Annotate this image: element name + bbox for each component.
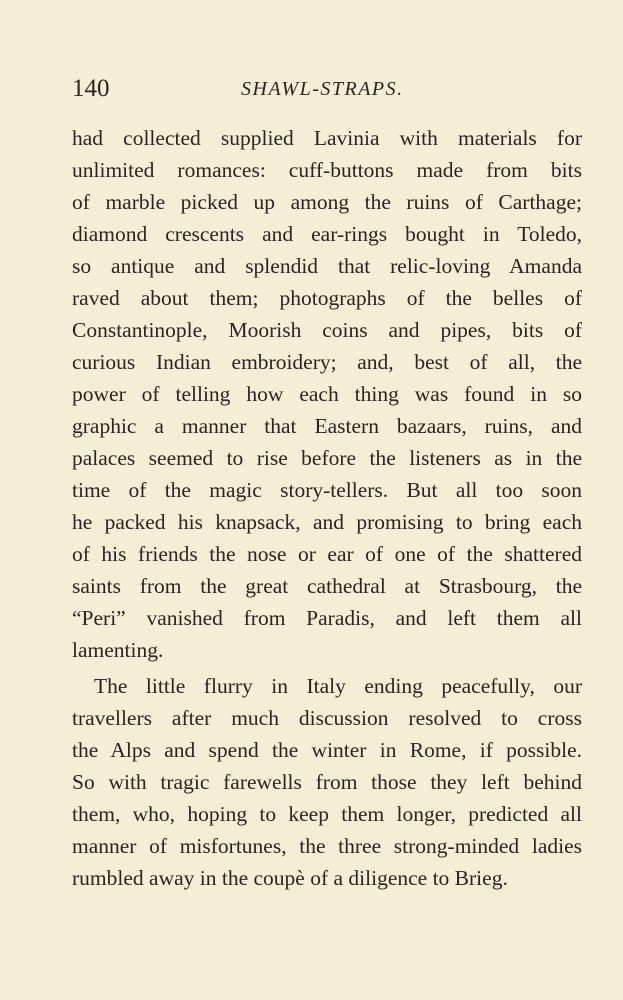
text-line: So with tragic farewells from those they left behind — [72, 770, 582, 794]
page-number: 140 — [72, 75, 110, 102]
text-line: “Peri” vanished from Paradis, and left them all — [72, 606, 582, 630]
text-line: time of the magic story-tellers. But all too soon — [72, 478, 582, 502]
text-line: lamenting. — [72, 638, 164, 662]
text-line: The little flurry in Italy ending peacefully, our — [94, 674, 582, 698]
text-line: of his friends the nose or ear of one of the shattered — [72, 542, 582, 566]
text-line: of marble picked up among the ruins of Carthage; — [72, 190, 582, 214]
text-line: diamond crescents and ear-rings bought in Toledo, — [72, 222, 582, 246]
text-line: he packed his knapsack, and promising to bring each — [72, 510, 582, 534]
paragraph-2 — [72, 670, 582, 894]
running-title: SHAWL-STRAPS. — [241, 78, 404, 100]
text-line: them, who, hoping to keep them longer, predicted all — [72, 802, 582, 826]
text-line: Constantinople, Moorish coins and pipes, bits of — [72, 318, 582, 342]
text-line: the Alps and spend the winter in Rome, if possible. — [72, 738, 582, 762]
text-line: unlimited romances: cuff-buttons made from bits — [72, 158, 582, 182]
text-line: palaces seemed to rise before the listeners as in the — [72, 446, 582, 470]
paragraph-1 — [72, 122, 582, 666]
text-line: rumbled away in the coupè of a diligence to Brieg. — [72, 866, 508, 890]
text-line: raved about them; photographs of the belles of — [72, 286, 582, 310]
text-line: manner of misfortunes, the three strong-minded ladies — [72, 834, 582, 858]
running-head — [72, 72, 582, 106]
text-line: had collected supplied Lavinia with materials for — [72, 126, 582, 150]
text-line: graphic a manner that Eastern bazaars, ruins, and — [72, 414, 582, 438]
text-line: so antique and splendid that relic-loving Amanda — [72, 254, 582, 278]
body-text — [72, 122, 582, 894]
text-line: power of telling how each thing was found in so — [72, 382, 582, 406]
text-line: travellers after much discussion resolved to cross — [72, 706, 582, 730]
text-line: saints from the great cathedral at Strasbourg, the — [72, 574, 582, 598]
text-line: curious Indian embroidery; and, best of all, the — [72, 350, 582, 374]
